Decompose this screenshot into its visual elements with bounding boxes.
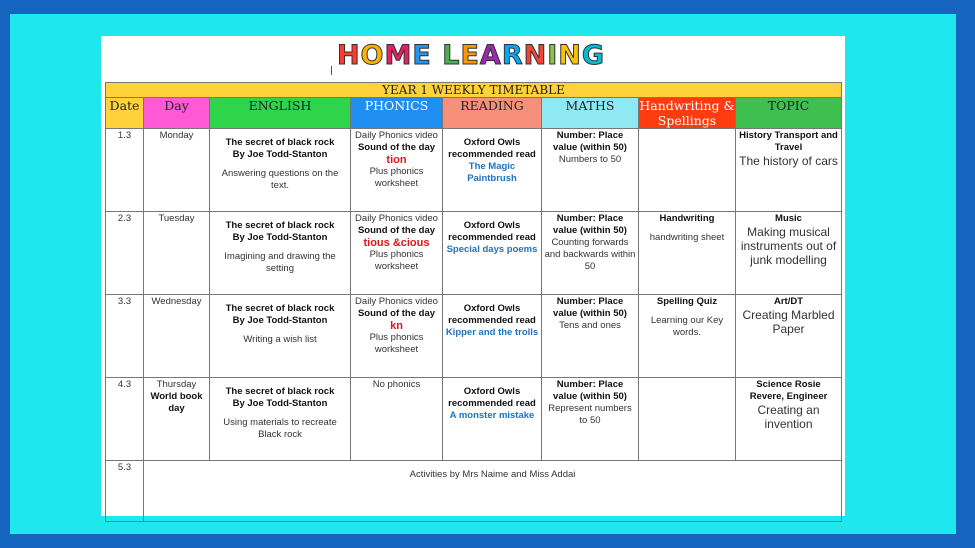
english-cell: [210, 378, 351, 461]
day-name: Wednesday: [151, 296, 202, 307]
english-author: By Joe Todd-Stanton: [232, 315, 328, 326]
topic-cell: [736, 295, 842, 378]
date-cell: 1.3: [106, 129, 144, 212]
handwriting-task: handwriting sheet: [649, 232, 725, 243]
column-header: Handwriting & Spellings: [639, 98, 735, 128]
topic-cell: [736, 212, 842, 295]
table-row: [106, 461, 842, 522]
column-header: PHONICS: [351, 98, 443, 129]
topic-task: Making musical instruments out of junk modelling: [740, 225, 837, 267]
handwriting-cell: [639, 378, 736, 461]
title-letter: L: [442, 40, 461, 71]
phonics-line1: Daily Phonics video: [355, 130, 438, 141]
day-cell: [144, 378, 210, 461]
reading-cell: [443, 129, 542, 212]
english-cell: [210, 129, 351, 212]
maths-cell: [542, 378, 639, 461]
phonics-line1: Daily Phonics video: [355, 296, 438, 307]
day-name: Tuesday: [158, 213, 195, 224]
english-author: By Joe Todd-Stanton: [232, 149, 328, 160]
phonics-cell: [351, 129, 443, 212]
english-task: Answering questions on the text.: [221, 168, 339, 191]
maths-title: Number: Place value (within 50): [553, 213, 627, 236]
reading-title: Oxford Owls recommended read: [448, 303, 536, 326]
reading-cell: [443, 378, 542, 461]
day-name: Monday: [159, 130, 194, 141]
day-cell: [144, 295, 210, 378]
maths-title: Number: Place value (within 50): [553, 296, 627, 319]
title-letter: I: [547, 40, 559, 71]
reading-cell: [443, 212, 542, 295]
maths-title: Number: Place value (within 50): [553, 379, 627, 402]
phonics-line3: Plus phonics worksheet: [369, 249, 424, 272]
timetable-heading: YEAR 1 WEEKLY TIMETABLE: [106, 83, 842, 98]
english-task: Writing a wish list: [243, 334, 317, 345]
phonics-sound-label: Sound of the day: [357, 142, 436, 153]
timetable-sheet: [101, 36, 845, 516]
title-letter: E: [460, 40, 480, 71]
reading-cell: [443, 295, 542, 378]
phonics-cell: [351, 295, 443, 378]
reading-book: Special days poems: [446, 244, 538, 255]
title-letter: O: [360, 40, 385, 71]
table-row: [106, 212, 842, 295]
title-letter: R: [501, 40, 524, 71]
table-row: [106, 129, 842, 212]
title-letter: E: [412, 40, 432, 71]
english-book-title: The secret of black rock: [225, 220, 335, 231]
topic-title: History Transport and Travel: [739, 130, 838, 153]
column-header: Date: [106, 98, 144, 129]
maths-task: Numbers to 50: [558, 154, 622, 165]
handwriting-title: Spelling Quiz: [656, 296, 718, 307]
topic-cell: [736, 129, 842, 212]
phonics-cell: [351, 212, 443, 295]
table-row: [106, 378, 842, 461]
maths-cell: [542, 129, 639, 212]
maths-task: Represent numbers to 50: [548, 403, 632, 426]
page-title: [331, 40, 611, 72]
column-header: Day: [144, 98, 210, 129]
day-cell: [144, 129, 210, 212]
handwriting-cell: [639, 129, 736, 212]
english-book-title: The secret of black rock: [225, 386, 335, 397]
phonics-sound: tious &cious: [363, 237, 430, 249]
column-header: TOPIC: [736, 98, 842, 129]
reading-book: Kipper and the trolls: [445, 327, 539, 338]
column-header: MATHS: [542, 98, 639, 129]
activities-note: [144, 461, 842, 522]
title-letter: N: [523, 40, 548, 71]
date-cell: 4.3: [106, 378, 144, 461]
english-book-title: The secret of black rock: [225, 137, 335, 148]
topic-title: Science Rosie Revere, Engineer: [749, 379, 828, 402]
title-letter: H: [336, 40, 361, 71]
maths-task: Counting forwards and backwards within 50: [544, 237, 636, 272]
english-book-title: The secret of black rock: [225, 303, 335, 314]
title-letter: A: [479, 40, 502, 71]
phonics-line1: Daily Phonics video: [355, 213, 438, 224]
column-header: ENGLISH: [210, 98, 351, 129]
date-cell: 3.3: [106, 295, 144, 378]
english-cell: [210, 212, 351, 295]
phonics-sound-label: Sound of the day: [357, 225, 436, 236]
reading-title: Oxford Owls recommended read: [448, 220, 536, 243]
english-task: Using materials to recreate Black rock: [223, 417, 337, 440]
table-row: [106, 295, 842, 378]
reading-book: A monster mistake: [449, 410, 535, 421]
day-name: Thursday: [156, 379, 197, 390]
handwriting-cell: [639, 295, 736, 378]
english-cell: [210, 295, 351, 378]
topic-task: The history of cars: [739, 154, 838, 168]
day-cell: [144, 212, 210, 295]
weekly-timetable: [105, 82, 842, 522]
phonics-cell: [351, 378, 443, 461]
phonics-sound-label: Sound of the day: [357, 308, 436, 319]
topic-task: Creating Marbled Paper: [742, 308, 835, 336]
maths-cell: [542, 295, 639, 378]
english-author: By Joe Todd-Stanton: [232, 398, 328, 409]
title-letter: [432, 40, 442, 71]
english-author: By Joe Todd-Stanton: [232, 232, 328, 243]
phonics-sound: tion: [386, 154, 407, 166]
text-cursor: [331, 66, 332, 75]
phonics-line1: No phonics: [372, 379, 421, 390]
maths-task: Tens and ones: [559, 320, 621, 331]
topic-title: Music: [775, 213, 802, 224]
handwriting-cell: [639, 212, 736, 295]
topic-title: Art/DT: [773, 296, 804, 307]
title-letter: N: [558, 40, 582, 71]
date-cell: 5.3: [106, 461, 144, 522]
english-task: Imagining and drawing the setting: [224, 251, 336, 274]
column-header: READING: [443, 98, 542, 129]
phonics-line3: Plus phonics worksheet: [369, 166, 424, 189]
phonics-line3: Plus phonics worksheet: [369, 332, 424, 355]
topic-task: Creating an invention: [757, 403, 820, 431]
reading-title: Oxford Owls recommended read: [448, 386, 536, 409]
reading-book: The Magic Paintbrush: [467, 161, 517, 184]
handwriting-task: Learning our Key words.: [650, 315, 724, 338]
day-note: World book day: [150, 391, 203, 414]
maths-cell: [542, 212, 639, 295]
maths-title: Number: Place value (within 50): [553, 130, 627, 153]
phonics-sound: kn: [390, 320, 403, 332]
title-letter: G: [581, 40, 606, 71]
activities-note-text: Activities by Mrs Naime and Miss Addai: [409, 469, 576, 480]
reading-title: Oxford Owls recommended read: [448, 137, 536, 160]
date-cell: 2.3: [106, 212, 144, 295]
handwriting-title: Handwriting: [659, 213, 715, 224]
topic-cell: [736, 378, 842, 461]
title-letter: M: [384, 40, 413, 71]
